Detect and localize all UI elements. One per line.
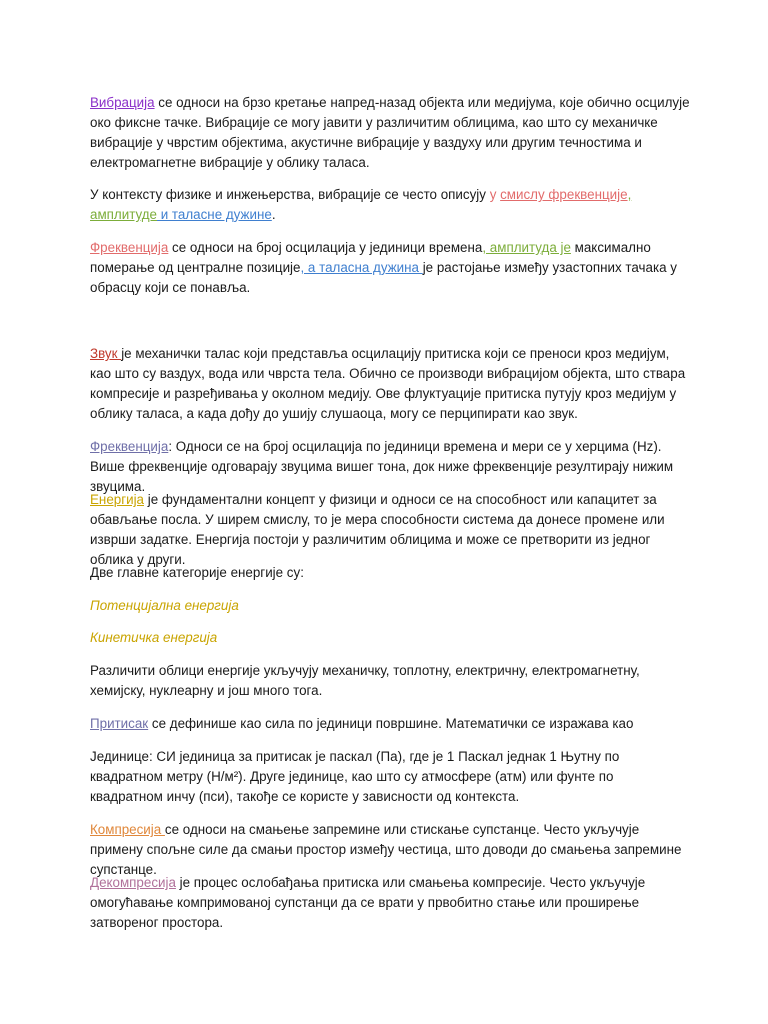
paragraph-energy-forms	[90, 661, 690, 701]
body-text: се односи на смањење запремине или стискање супстанце. Често укључује примену спољне силе да смањи простор између честица, што доводи до смањења запремине супстанце.	[90, 822, 682, 877]
body-text: се дефинише као сила по јединици површине. Математички се изражава као	[148, 716, 634, 731]
highlighted-term: Потенцијална енергија	[90, 598, 239, 613]
body-text: је процес ослобађања притиска или смањења компресије. Често укључује омогућавање компримованој супстанци да се врати у првобитно стање или проширење затвореног простора.	[90, 875, 646, 930]
body-text: максимално померање од централне позиције	[90, 240, 651, 275]
paragraph-frequency	[90, 437, 690, 497]
paragraph-energy	[90, 490, 690, 570]
highlighted-term: Вибрација	[90, 95, 155, 110]
highlighted-term: Звук	[90, 346, 122, 361]
body-text: : Односи се на број осцилација по јединици времена и мери се у херцима (Hz). Више фреквенције одговарају звуцима вишег тона, док ниже фреквенције резултирају нижим звуцима.	[90, 439, 674, 494]
paragraph-vibration	[90, 93, 690, 173]
body-text: се односи на брзо кретање напред-назад објекта или медијума, које обично осцилује око фиксне тачке. Вибрације се могу јавити у различитим облицима, као што су механичке вибрације у чврстим објектима, акустичне вибрације у ваздуху или другим течностима и електромагнетне вибрације у облику таласа.	[90, 95, 690, 170]
paragraph-energy-categories	[90, 563, 690, 583]
highlighted-term: Кинетичка енергија	[90, 630, 218, 645]
body-text: је фундаментални концепт у физици и односи се на способност или капацитет за обављање посла. У ширем смислу, то је мера способности система да донесе промене или изврши задатке. Енергија постоји у различитим облицима и може се претворити из једног облика у други.	[90, 492, 665, 567]
paragraph-sound	[90, 344, 690, 424]
paragraph-decompression	[90, 873, 690, 933]
paragraph-potential-energy	[90, 596, 690, 616]
highlighted-term: у	[489, 187, 501, 202]
paragraph-kinetic-energy	[90, 628, 690, 648]
body-text: .	[271, 207, 276, 222]
highlighted-term: смислу фреквенције	[500, 187, 628, 202]
highlighted-term: и таласне дужине	[157, 207, 272, 222]
body-text: Две главне категорије енергије су:	[90, 565, 304, 580]
highlighted-term: Декомпресија	[90, 875, 176, 890]
body-text: је механички талас који представља осцилацију притиска који се преноси кроз медијум, као што су ваздух, вода или чврста тела. Обично се производи вибрацијом објекта, што ствара компресије и разређивања у околном медију. Ове флуктуације притиска путују кроз медијум у облику таласа, а када дођу до ушију слушаоца, могу се перципирати као звук.	[90, 346, 686, 421]
highlighted-term: , амплитуда је	[482, 240, 571, 255]
paragraph-vibration-context	[90, 185, 690, 225]
highlighted-term: Фреквенција	[90, 439, 169, 454]
paragraph-frequency-definitions	[90, 238, 690, 298]
highlighted-term: Притисак	[90, 716, 149, 731]
highlighted-term: Фреквенција	[90, 240, 169, 255]
body-text: се односи на број осцилација у јединици времена	[168, 240, 483, 255]
highlighted-term: амплитуде	[90, 207, 157, 222]
highlighted-term: , а таласна дужина	[300, 260, 423, 275]
body-text: У контексту физике и инжењерства, вибрације се често описују	[90, 187, 490, 202]
paragraph-pressure-units	[90, 747, 690, 807]
paragraph-pressure	[90, 714, 690, 734]
highlighted-term: ,	[627, 187, 632, 202]
body-text: Различити облици енергије укључују механичку, топлотну, електричну, електромагнетну, хемијску, нуклеарну и још много тога.	[90, 663, 640, 698]
highlighted-term: Енергија	[90, 492, 145, 507]
highlighted-term: Компресија	[90, 822, 165, 837]
body-text: је растојање између узастопних тачака у обрасцу који се понавља.	[90, 260, 677, 295]
paragraph-compression	[90, 820, 690, 880]
body-text: Јединице: СИ јединица за притисак је паскал (Па), где је 1 Паскал једнак 1 Њутну по квадратном метру (Н/м²). Друге јединице, као што су атмосфере (атм) или фунте по квадратном инчу (пси), такође се користе у зависности од контекста.	[90, 749, 620, 804]
